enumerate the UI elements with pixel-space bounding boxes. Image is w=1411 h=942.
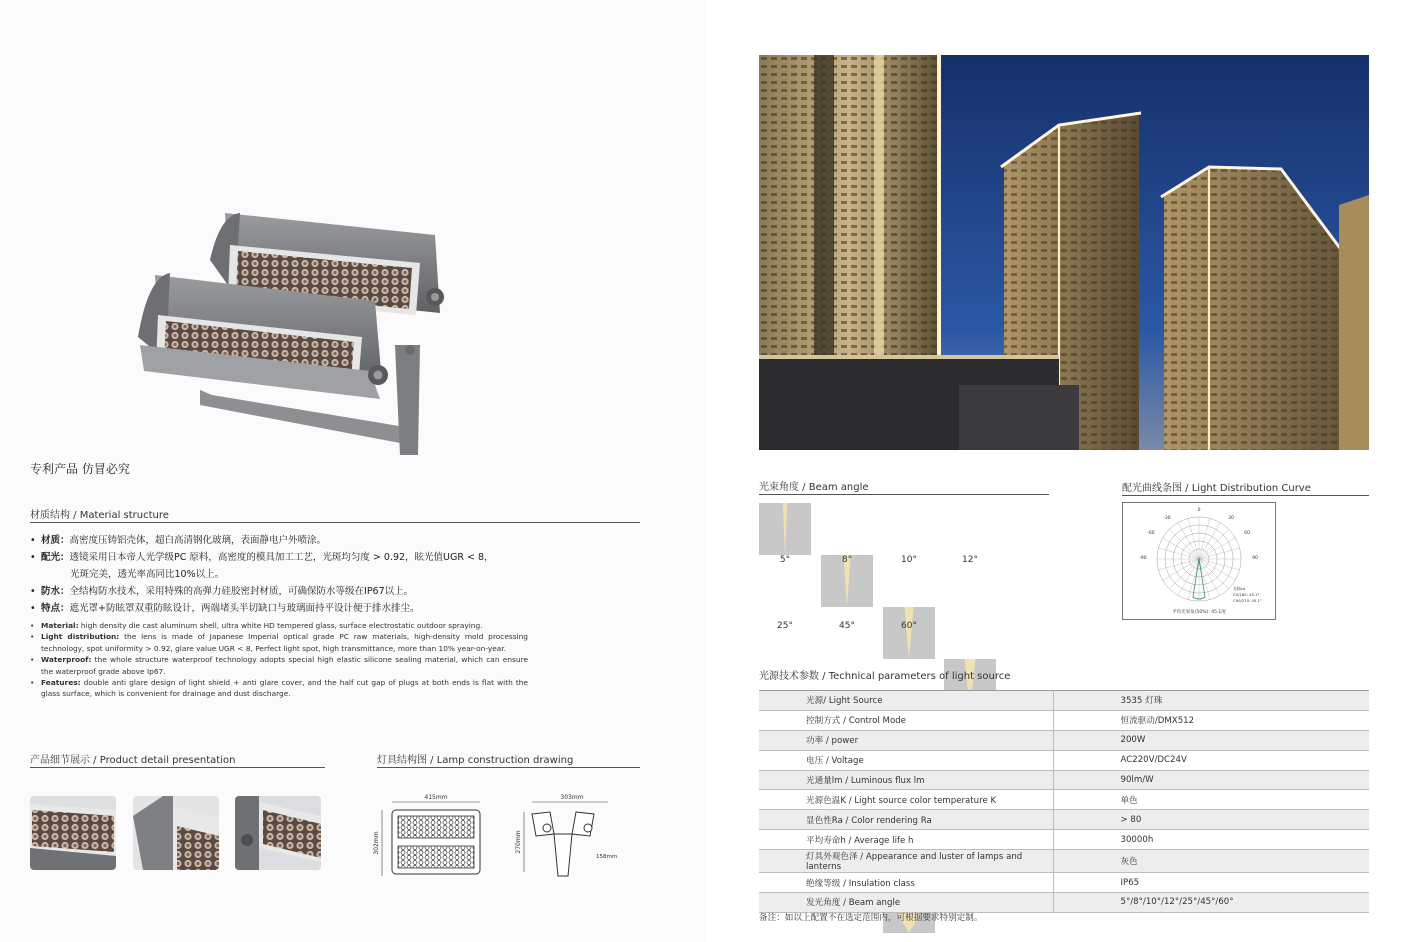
polar-stat-2: C0/180: 45.1°: [1233, 592, 1260, 597]
bullet-en-material: • Material: high density die cast aluminum shell, ultra white HD tempered glass, surface electrostatic outdoor spraying.: [30, 621, 483, 630]
polar-spoke: [1169, 529, 1199, 559]
param-value: 200W: [1053, 730, 1369, 750]
curve-rule: [1122, 495, 1369, 496]
param-key: 控制方式 / Control Mode: [759, 710, 1053, 730]
polar-spoke: [1158, 559, 1199, 570]
project-photo: [759, 55, 1369, 450]
bullet-en-features: • Features: double anti glare design of light shield + anti glare cover, and the half cut gap of plugs at both ends is flat with the glass surface, which is convenient for drainage and dust discharge.: [30, 678, 528, 699]
param-key: 光通量lm / Luminous flux lm: [759, 770, 1053, 790]
bullet-en-light: • Light distribution: the lens is made of Japanese Imperial optical grade PC raw materials, high-density mold processing technology, spot uniformity > 0.92, glare value UGR < 8, Perfect light spot, high transmittance, more than 10% year-on-year.: [30, 632, 528, 653]
material-rule: [30, 522, 640, 523]
param-value: 3535 灯珠: [1053, 691, 1369, 711]
polar-label-n90: -90: [1139, 556, 1147, 561]
polar-stat-1: 光轴cd: [1233, 586, 1246, 591]
polar-spoke: [1178, 523, 1199, 559]
params-section-title: 光源技术参数 / Technical parameters of light source: [759, 671, 1011, 682]
detail-rule: [30, 767, 325, 768]
param-key: 平均寿命h / Average life h: [759, 830, 1053, 850]
polar-stat-3: C90/270: 45.1°: [1233, 598, 1262, 603]
beam-angle-label: 12°: [962, 555, 978, 565]
polar-spoke: [1188, 518, 1199, 559]
param-value: 单色: [1053, 790, 1369, 810]
param-value: 5°/8°/10°/12°/25°/45°/60°: [1053, 893, 1369, 913]
bullet-cn-features: • 特点：遮光罩+防眩罩双重防眩设计，两端堵头半切缺口与玻璃面持平设计便于排水排尘。: [30, 603, 420, 614]
param-value: AC220V/DC24V: [1053, 750, 1369, 770]
param-row: [759, 750, 1369, 770]
beam-tile: [759, 503, 811, 555]
param-value: > 80: [1053, 810, 1369, 830]
beam-angle-label: 10°: [901, 555, 917, 565]
param-key: 电压 / Voltage: [759, 750, 1053, 770]
bullet-cn-light-cont: 光斑完美，透光率高同比10%以上。: [70, 569, 225, 580]
polar-spoke: [1199, 538, 1235, 559]
param-row: [759, 730, 1369, 750]
polar-spoke: [1199, 548, 1240, 559]
curve-section-title: 配光曲线条图 / Light Distribution Curve: [1122, 483, 1311, 494]
light-distribution-curve: [1122, 502, 1276, 620]
beam-angle-label: 60°: [901, 621, 917, 631]
beam-angle-label: 5°: [779, 555, 791, 565]
beam-angle-label: 45°: [839, 621, 855, 631]
polar-spoke: [1199, 559, 1229, 589]
detail-thumb-1: [30, 796, 116, 870]
polar-spoke: [1199, 518, 1210, 559]
param-value: 灰色: [1053, 850, 1369, 873]
detail-thumb-2: [133, 796, 219, 870]
detail-thumb-3: [235, 796, 321, 870]
detail-section-title: 产品细节展示 / Product detail presentation: [30, 755, 236, 766]
bullet-cn-light: • 配光：透镜采用日本帝人光学级PC 原料，高密度的模具加工工艺，光斑均匀度 > 0.92，眩光值UGR < 8，: [30, 552, 494, 563]
param-row: [759, 850, 1369, 873]
beam-rule: [759, 494, 1049, 495]
param-row: [759, 691, 1369, 711]
material-bullets-en: [30, 620, 528, 700]
dim-width: 415mm: [424, 794, 448, 801]
construction-section-title: 灯具结构图 / Lamp construction drawing: [377, 755, 574, 766]
polar-spoke: [1158, 548, 1199, 559]
param-value: 90lm/W: [1053, 770, 1369, 790]
param-row: [759, 710, 1369, 730]
params-note: 备注：如以上配置不在选定范围内，可根据要求特别定制。: [759, 913, 983, 923]
polar-label-top: 0: [1197, 508, 1201, 513]
polar-label-n60: -60: [1147, 531, 1155, 536]
param-row: [759, 810, 1369, 830]
param-key: 功率 / power: [759, 730, 1053, 750]
beam-angle-label: 25°: [777, 621, 793, 631]
param-key: 光源/ Light Source: [759, 691, 1053, 711]
beam-angle-label: 8°: [841, 555, 853, 565]
polar-spoke: [1199, 559, 1235, 580]
polar-spoke: [1169, 559, 1199, 589]
polar-spoke: [1199, 523, 1220, 559]
params-table: [759, 690, 1369, 913]
polar-footer: 平均光束角(50%): 45.1度: [1172, 610, 1226, 615]
bullet-cn-waterproof: • 防水：全结构防水技术，采用特殊的高弹力硅胶密封材质，可确保防水等级在IP67以上。: [30, 586, 414, 597]
param-row: [759, 893, 1369, 913]
param-key: 显色性Ra / Color rendering Ra: [759, 810, 1053, 830]
param-key: 发光角度 / Beam angle: [759, 893, 1053, 913]
param-row: [759, 830, 1369, 850]
param-key: 绝缘等级 / Insulation class: [759, 873, 1053, 893]
beam-cone: [904, 607, 913, 659]
polar-label-n30: -30: [1163, 516, 1171, 521]
param-row: [759, 790, 1369, 810]
beam-tile: [883, 607, 935, 659]
construction-rule: [377, 767, 640, 768]
bullet-en-waterproof: • Waterproof: the whole structure waterproof technology adopts special high elastic silicone sealing material, which can ensure the waterproof grade above Ip67.: [30, 655, 528, 676]
polar-label-p90: 90: [1252, 556, 1258, 561]
product-image: [130, 205, 470, 460]
polar-label-p30: 30: [1228, 516, 1234, 521]
polar-label-p60: 60: [1244, 531, 1250, 536]
param-key: 光源色温K / Light source color temperature K: [759, 790, 1053, 810]
material-bullets-cn: [30, 532, 590, 617]
polar-spoke: [1163, 538, 1199, 559]
param-key: 灯具外观色泽 / Appearance and luster of lamps and lanterns: [759, 850, 1053, 873]
polar-chart: [1123, 503, 1275, 619]
beam-cone: [783, 503, 788, 555]
polar-spoke: [1199, 559, 1240, 570]
dim-side-width: 303mm: [560, 794, 584, 801]
patent-notice: 专利产品 仿冒必究: [30, 462, 130, 476]
param-value: 30000h: [1053, 830, 1369, 850]
polar-spoke: [1199, 529, 1229, 559]
material-section-title: 材质结构 / Material structure: [30, 510, 169, 521]
param-row: [759, 873, 1369, 893]
dim-height: 302mm: [373, 831, 380, 855]
polar-spoke: [1163, 559, 1199, 580]
dim-depth: 158mm: [596, 854, 618, 860]
param-value: 恒流驱动/DMX512: [1053, 710, 1369, 730]
param-value: IP65: [1053, 873, 1369, 893]
param-row: [759, 770, 1369, 790]
construction-drawing: [370, 790, 620, 882]
beam-section-title: 光束角度 / Beam angle: [759, 482, 869, 493]
bullet-cn-material: • 材质：高密度压铸铝壳体，超白高清钢化玻璃，表面静电户外喷涂。: [30, 535, 327, 546]
dim-side-height: 270mm: [515, 830, 522, 854]
